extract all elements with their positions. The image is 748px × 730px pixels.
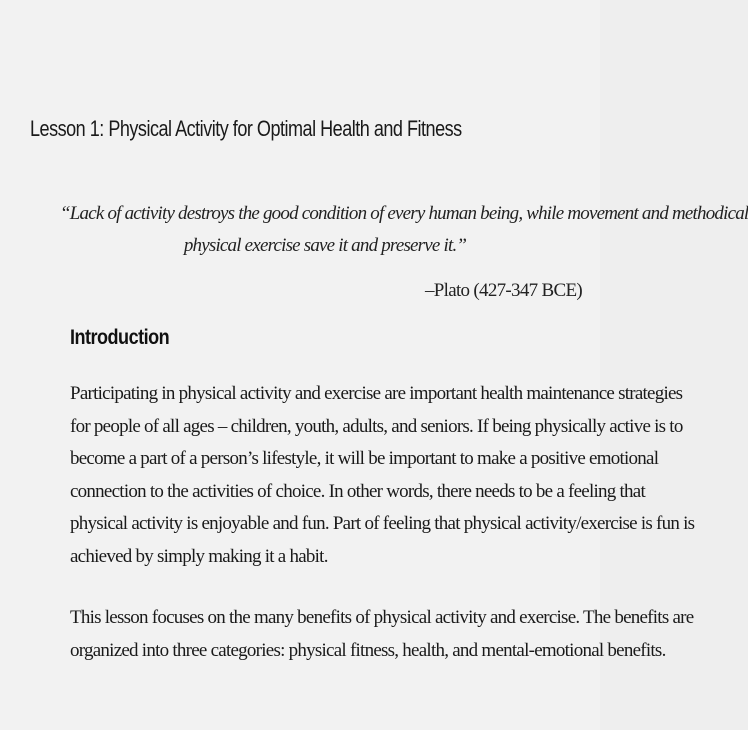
plato-quote bbox=[60, 198, 748, 262]
paragraph-line: organized into three categories: physical fitness, health, and mental-emotional benefits. bbox=[70, 639, 666, 661]
introduction-paragraph-2 bbox=[70, 602, 694, 667]
paragraph-line: for people of all ages – children, youth, adults, and seniors. If being physically active is to bbox=[70, 415, 683, 437]
quote-line: physical exercise save it and preserve it.” bbox=[183, 235, 467, 256]
lesson-title: Lesson 1: Physical Activity for Optimal Health and Fitness bbox=[30, 116, 462, 141]
introduction-paragraph-1 bbox=[70, 378, 695, 573]
paragraph-line: This lesson focuses on the many benefits of physical activity and exercise. The benefits are bbox=[70, 607, 694, 628]
paragraph-line: physical activity is enjoyable and fun. Part of feeling that physical activity/exercise is fun is bbox=[70, 513, 695, 534]
paragraph-line: connection to the activities of choice. In other words, there needs to be a feeling that bbox=[70, 480, 646, 502]
quote-attribution: –Plato (427-347 BCE) bbox=[425, 280, 582, 301]
paragraph-line: become a part of a person’s lifestyle, it will be important to make a positive emotional bbox=[70, 448, 659, 469]
introduction-heading: Introduction bbox=[70, 326, 170, 349]
paragraph-line: achieved by simply making it a habit. bbox=[70, 545, 328, 567]
quote-line: “Lack of activity destroys the good condition of every human being, while movement and methodical bbox=[60, 203, 748, 224]
paragraph-line: Participating in physical activity and exercise are important health maintenance strategies bbox=[70, 383, 683, 404]
